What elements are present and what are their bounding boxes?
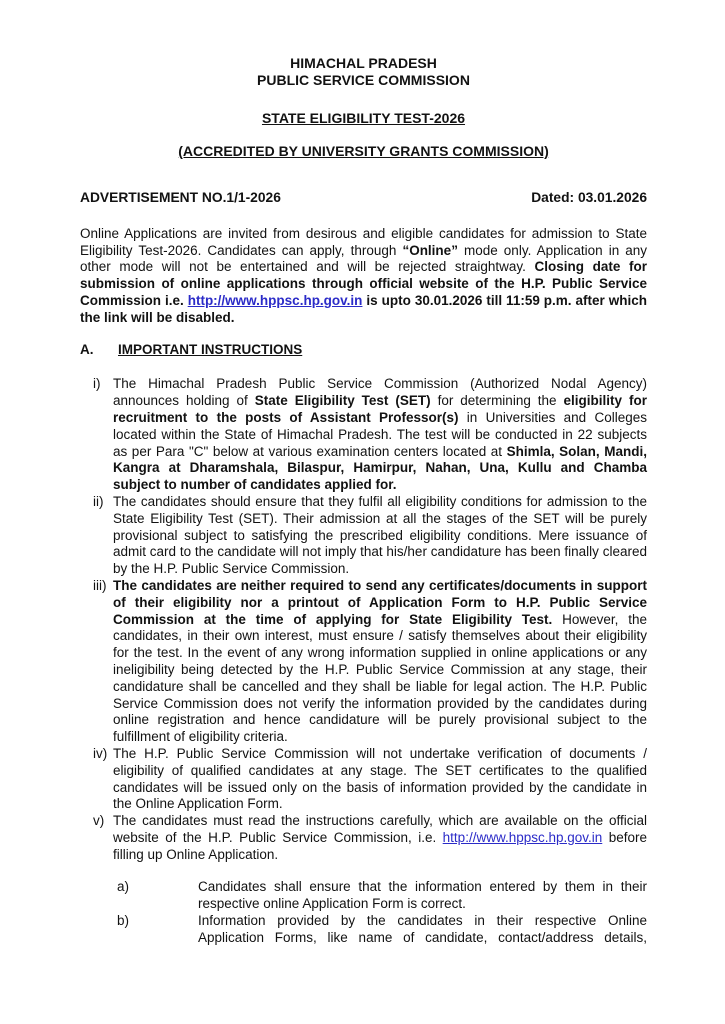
text-run: The candidates must read the instructions carefully, which are available on the official website of the H.P. Public Service Commission, i.e. bbox=[113, 813, 647, 845]
item-text-v bbox=[113, 813, 647, 863]
text-run: eligibility for recruitment to the posts of Assistant Professor(s) bbox=[113, 393, 647, 425]
text-run: is upto 30.01.2026 till 11:59 p.m. after which the link will be disabled. bbox=[80, 292, 647, 325]
subitem-text-b: Information provided by the candidates in their respective Online Application Forms, like name of candidate, contact/address details, bbox=[198, 913, 647, 945]
intro-paragraph bbox=[80, 226, 647, 327]
item-label-i: i) bbox=[93, 376, 101, 392]
document-title bbox=[80, 110, 647, 127]
text-run: “Online” bbox=[402, 242, 458, 258]
document-title-text: STATE ELIGIBILITY TEST-2026 bbox=[261, 110, 466, 126]
text-run: in Universities and Colleges located within the State of Himachal Pradesh. The test will be conducted in 22 subjects as per Para "C" below at various examination centers located at bbox=[113, 409, 647, 459]
section-a-title: IMPORTANT INSTRUCTIONS bbox=[118, 341, 303, 357]
instruction-item-v bbox=[80, 813, 647, 863]
text-run: However, the candidates, in their own interest, must ensure / satisfy themselves about their eligibility for the test. In the event of any wrong information supplied in online applications or any ineligibility being detected by the H.P. Public Service Commission at any stage, their candidature shall be cancelled and they shall be liable for legal action. The H.P. Public Service Commission does not verify the information provided by the candidates during online registration and hence candidature will be purely provisional subject to the fulfillment of eligibility criteria. bbox=[113, 611, 648, 745]
text-run: The H.P. Public Service Commission will not undertake verification of documents / eligibility of qualified candidates at any stage. The SET certificates to the qualified candidates will be issued only on the basis of information provided by the candidate in the Online Application Form. bbox=[113, 745, 647, 812]
instruction-list bbox=[80, 376, 647, 863]
hppsc-website-link[interactable]: http://www.hppsc.hp.gov.in bbox=[442, 829, 603, 845]
text-run: The candidates are neither required to send any certificates/documents in support of their eligibility nor a printout of Application Form to H.P. Public Service Commission at the time of applying for State Eligibility Test. bbox=[113, 577, 647, 627]
text-run: Online Applications are invited from desirous and eligible candidates for admission to State Eligibility Test-2026. Candidates can apply, through bbox=[80, 225, 647, 258]
subitem-label-a: a) bbox=[117, 879, 130, 895]
item-text-i bbox=[113, 376, 647, 494]
item-text-iv bbox=[113, 746, 647, 813]
instruction-subitem-a bbox=[80, 879, 647, 913]
text-run: mode only. Application in any other mode will not be entertained and will be rejected straightway. bbox=[80, 242, 648, 275]
section-a-heading bbox=[80, 342, 647, 359]
text-run: before filling up Online Application. bbox=[113, 829, 647, 862]
instruction-subitem-b bbox=[80, 913, 647, 947]
advertisement-number: ADVERTISEMENT NO.1/1-2026 bbox=[80, 190, 281, 205]
text-run: Closing date for submission of online applications through official website of the H.P. Public Service Commission i.e. bbox=[80, 259, 647, 308]
instruction-item-iii bbox=[80, 578, 647, 746]
instruction-item-ii bbox=[80, 494, 647, 578]
item-label-iii: iii) bbox=[93, 577, 107, 593]
advertisement-row bbox=[80, 190, 647, 207]
hppsc-website-link[interactable]: http://www.hppsc.hp.gov.in bbox=[187, 292, 363, 308]
document-header bbox=[80, 55, 647, 207]
item-text-iii bbox=[113, 578, 647, 746]
org-name-line2: PUBLIC SERVICE COMMISSION bbox=[257, 72, 470, 88]
text-run: State Eligibility Test (SET) bbox=[254, 393, 431, 409]
item-label-ii: ii) bbox=[93, 493, 104, 509]
instruction-item-i bbox=[80, 376, 647, 494]
item-label-iv: iv) bbox=[93, 745, 108, 761]
text-run: The candidates should ensure that they fulfil all eligibility conditions for admission to the State Eligibility Test (SET). Their admission at all the stages of the SET will be purely provisional subject to satisfying the prescribed eligibility conditions. Mere issuance of admit card to the candidate will not imply that his/her candidature has been finally cleared by the H.P. Public Service Commission. bbox=[113, 493, 647, 577]
document-subtitle-text: (ACCREDITED BY UNIVERSITY GRANTS COMMISSION) bbox=[178, 143, 549, 159]
instruction-item-iv bbox=[80, 746, 647, 813]
document-subtitle bbox=[80, 143, 647, 160]
text-run: for determining the bbox=[430, 393, 564, 409]
section-a-label: A. bbox=[80, 341, 94, 357]
item-text-ii bbox=[113, 494, 647, 578]
item-label-v: v) bbox=[93, 813, 105, 829]
instruction-sublist bbox=[80, 879, 647, 946]
subitem-text-a: Candidates shall ensure that the information entered by them in their respective online Application Form is correct. bbox=[198, 879, 647, 912]
subitem-label-b: b) bbox=[117, 913, 130, 929]
text-run: The Himachal Pradesh Public Service Commission (Authorized Nodal Agency) announces holding of bbox=[113, 376, 647, 409]
advertisement-date: Dated: 03.01.2026 bbox=[531, 190, 647, 205]
text-run: Shimla, Solan, Mandi, Kangra at Dharamshala, Bilaspur, Hamirpur, Nahan, Una, Kullu and Chamba subject to number of candidates applied for. bbox=[113, 443, 647, 493]
org-name-line1: HIMACHAL PRADESH bbox=[290, 55, 437, 71]
